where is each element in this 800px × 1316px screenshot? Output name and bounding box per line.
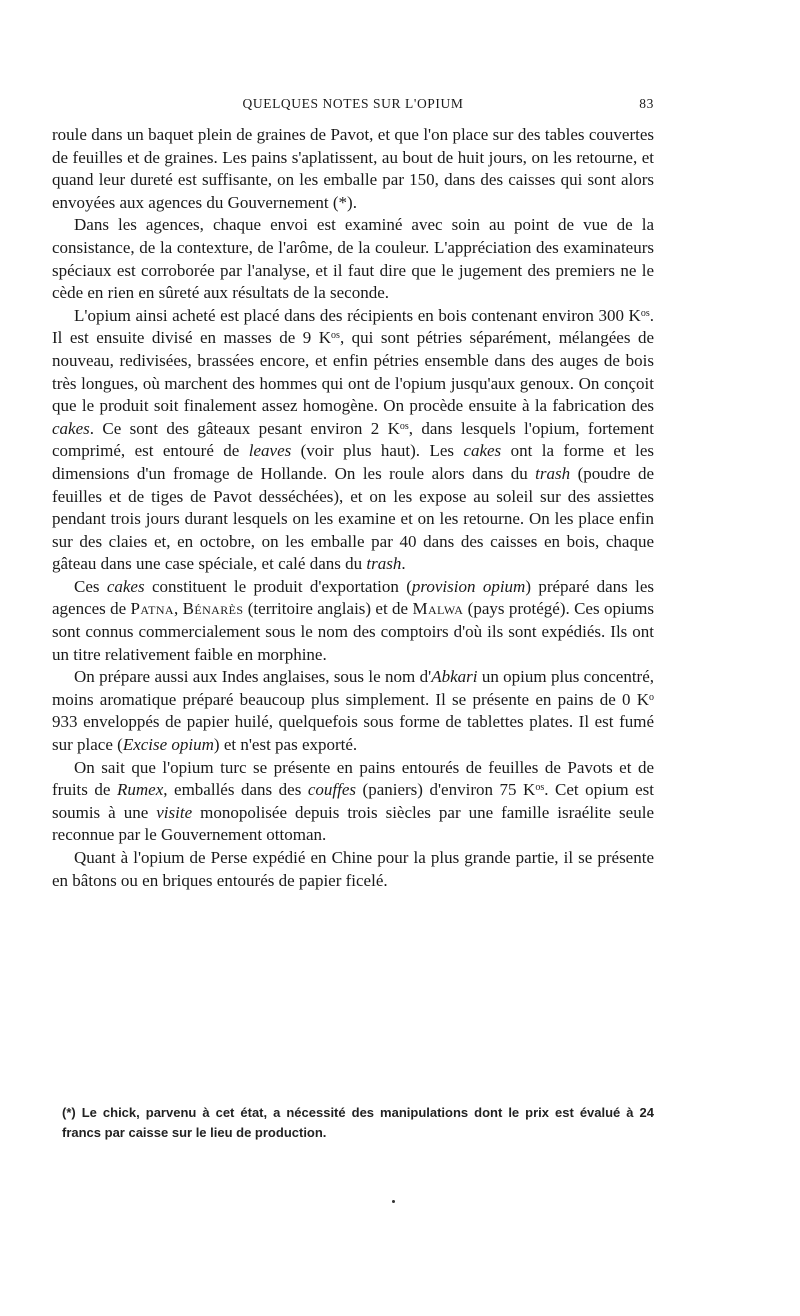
paragraph-p6: [52, 757, 654, 847]
text-run: un opium plus concentré, moins aromatique préparé beaucoup plus simplement. Il se présente en pains de 0 K: [52, 667, 655, 709]
footnote: [52, 1103, 654, 1143]
body-text: [52, 124, 654, 892]
italic-term: visite: [156, 802, 193, 822]
footnote-text: (*) Le chick, parvenu à cet état, a nécessité des manipulations dont le prix est évalué à 24 francs par caisse sur le lieu de production.: [62, 1105, 654, 1140]
text-run: ) préparé dans les agences de: [52, 576, 655, 619]
small-caps-name: Bénarès: [182, 599, 244, 619]
paragraph-p3: [52, 305, 654, 576]
text-run: (voir plus haut). Les: [291, 441, 464, 461]
italic-term: trash: [366, 554, 402, 574]
italic-term: cakes: [463, 441, 502, 461]
running-header: [52, 96, 654, 116]
paragraph-p4: [52, 576, 654, 666]
italic-term: leaves: [248, 441, 292, 461]
text-run: (territoire anglais) et de: [243, 599, 413, 619]
superscript: os: [331, 330, 340, 342]
page-number: 83: [639, 96, 654, 111]
paragraph-p5: [52, 666, 654, 756]
running-title: QUELQUES NOTES SUR L'OPIUM: [242, 96, 464, 111]
text-run: Quant à l'opium de Perse expédié en Chine pour la plus grande partie, il se présente en bâtons ou en briques entourés de papier ficelé.: [52, 848, 654, 890]
text-run: , qui sont pétries séparément, mélangées de nouveau, redivisées, brassées encore, et enfin pétries ensemble dans des auges de bois très longues, où marchent des hommes qui ont de l'opium jusqu'aux genoux. On conçoit que le produit soit finalement assez homogène. On procède ensuite à la fabrication des: [52, 328, 654, 416]
italic-term: provision opium: [411, 576, 526, 596]
text-run: ) et n'est pas exporté.: [213, 735, 358, 755]
italic-term: Rumex: [116, 780, 164, 800]
italic-term: trash: [535, 463, 571, 483]
superscript: os: [535, 782, 545, 794]
text-run: (paniers) d'environ 75 K: [356, 780, 536, 800]
italic-term: couffes: [307, 780, 357, 800]
small-caps-name: Malwa: [412, 599, 464, 619]
text-run: , emballés dans des: [163, 780, 308, 800]
text-run: roule dans un baquet plein de graines de Pavot, et que l'on place sur des tables couvertes de feuilles et de graines. Les pains s'aplatissent, au bout de huit jours, on les retourne, et quand leur dureté est suffisante, on les emballe par 150, dans des caisses qui sont alors envoyées aux agences du Gouvernement (*).: [52, 125, 654, 212]
text-run: ont la forme et les dimensions d'un fromage de Hollande. On les roule alors dans du: [52, 441, 654, 483]
text-run: 933 enveloppés de papier huilé, quelquefois sous forme de tablettes plates. Il est fumé sur place (: [52, 712, 654, 755]
print-speck: [392, 1200, 395, 1203]
text-run: monopolisée depuis trois siècles par une famille israélite seule reconnue par le Gouvernement ottoman.: [52, 802, 654, 845]
text-run: On prépare aussi aux Indes anglaises, sous le nom d': [74, 667, 432, 687]
paragraph-p7: [52, 847, 654, 892]
text-run: Ces: [74, 576, 107, 596]
text-run: L'opium ainsi acheté est placé dans des récipients en bois contenant environ 300 K: [74, 305, 641, 325]
text-run: (poudre de feuilles et de tiges de Pavot desséchées), et on les expose au soleil sur des assiettes pendant trois jours durant lesquels on les examine et on les retourne. On les place enfin sur des claies et, en octobre, on les emballe par 40 dans des caisses en bois, chaque gâteau dans une case spéciale, et calé dans du: [52, 463, 654, 574]
text-run: , dans lesquels l'opium, fortement comprimé, est entouré de: [52, 418, 654, 461]
text-run: ,: [174, 599, 183, 619]
paragraph-p1: [52, 124, 654, 214]
text-run: . Il est ensuite divisé en masses de 9 K: [52, 305, 654, 348]
superscript: os: [399, 420, 409, 432]
text-run: . Cet opium est soumis à une: [52, 780, 654, 822]
text-run: Dans les agences, chaque envoi est examiné avec soin au point de vue de la consistance, de la contexture, de l'arôme, de la couleur. L'appréciation des examinateurs spéciaux est corroborée par l'analyse, et il faut dire que le jugement des premiers ne le cède en rien en sûreté aux résultats de la seconde.: [52, 215, 654, 303]
italic-term: Excise opium: [122, 735, 214, 755]
italic-term: Abkari: [431, 667, 478, 687]
italic-term: cakes: [106, 576, 145, 596]
text-run: constituent le produit d'exportation (: [144, 576, 412, 596]
paragraph-p2: [52, 214, 654, 304]
italic-term: cakes: [52, 418, 90, 438]
text-run: On sait que l'opium turc se présente en pains entourés de feuilles de Pavots et de fruits de: [52, 757, 654, 800]
small-caps-name: Patna: [130, 599, 174, 619]
superscript: o: [649, 691, 654, 703]
text-run: .: [401, 554, 406, 574]
text-run: . Ce sont des gâteaux pesant environ 2 K: [89, 418, 400, 438]
text-run: (pays protégé). Ces opiums sont connus commercialement sous le nom des comptoirs d'où ils sont expédiés. Ils ont un titre relativement faible en morphine.: [52, 599, 654, 664]
superscript: os: [640, 307, 650, 319]
